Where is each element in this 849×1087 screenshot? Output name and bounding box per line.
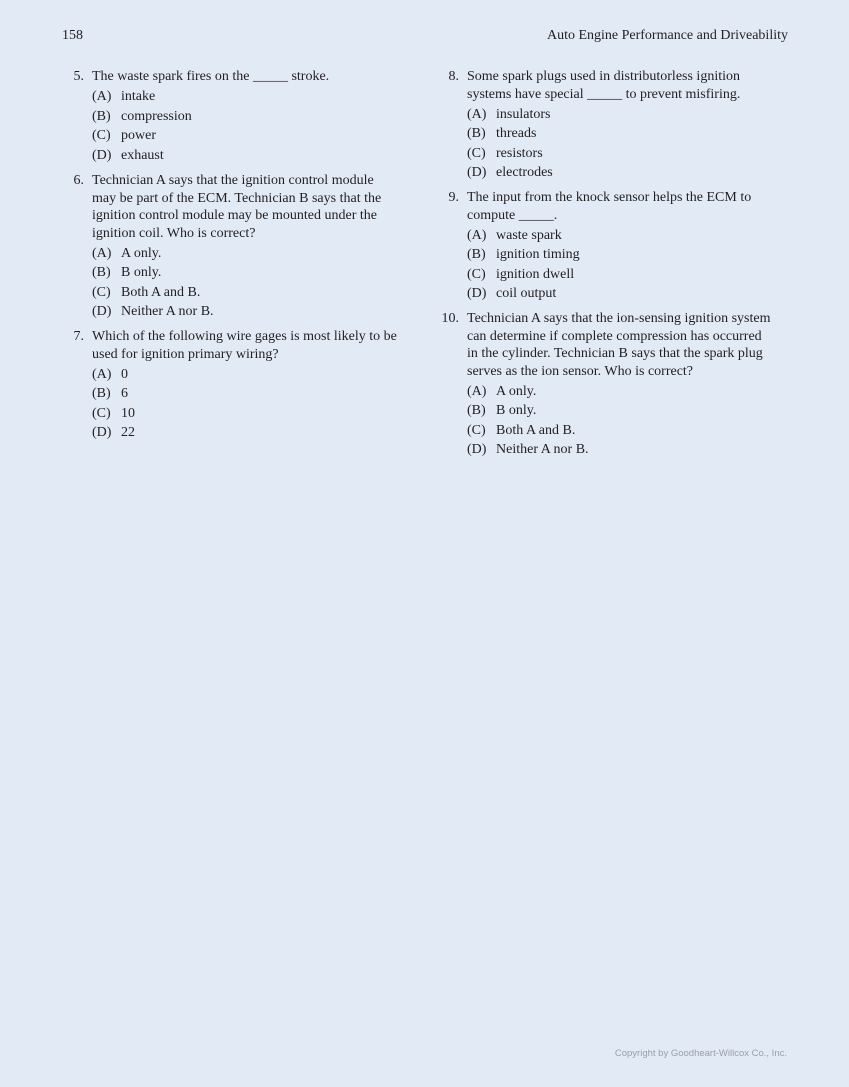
choice-text: B only.	[121, 265, 162, 280]
answer-choice	[467, 440, 770, 460]
choice-letter: (A)	[467, 227, 487, 243]
choice-letter: (C)	[467, 266, 486, 282]
choice-text: 6	[121, 386, 128, 401]
choice-text: Both A and B.	[496, 422, 576, 438]
choice-letter: (D)	[92, 425, 112, 440]
answer-choices	[92, 87, 329, 165]
choice-text: insulators	[496, 106, 551, 122]
question-stem	[73, 68, 330, 86]
choice-letter: (C)	[467, 145, 486, 161]
choice-letter: (A)	[467, 383, 487, 399]
choice-text: coil output	[496, 286, 557, 301]
choice-letter: (B)	[467, 126, 486, 141]
answer-choice	[467, 382, 770, 402]
answer-choice	[92, 423, 397, 443]
question-number: 9.	[448, 190, 459, 205]
question-number: 10.	[441, 311, 459, 326]
question-stem	[73, 172, 382, 242]
answer-choice	[467, 226, 751, 246]
stem-line: ignition control module may be mounted under the	[92, 208, 377, 223]
stem-line: in the cylinder. Technician B says that the spark plug	[467, 346, 763, 361]
choice-text: Both A and B.	[121, 284, 201, 300]
answer-choice	[92, 384, 397, 404]
question-number: 6.	[73, 173, 84, 188]
answer-choice	[92, 404, 397, 424]
choice-text: threads	[496, 126, 537, 141]
answer-choice	[467, 245, 751, 265]
stem-line: may be part of the ECM. Technician B says that the	[92, 190, 382, 206]
choice-text: 10	[121, 405, 135, 421]
answer-choice	[92, 365, 397, 385]
answer-choices	[467, 226, 751, 304]
choice-letter: (B)	[467, 247, 486, 262]
answer-choice	[467, 124, 740, 144]
choice-text: A only.	[496, 383, 537, 399]
stem-line: The input from the knock sensor helps the ECM to	[467, 190, 752, 205]
choice-letter: (C)	[92, 405, 111, 421]
answer-choice	[467, 401, 770, 421]
choice-letter: (C)	[92, 284, 111, 300]
choice-letter: (B)	[92, 108, 111, 124]
answer-choices	[92, 365, 397, 443]
question-6	[73, 172, 382, 322]
choice-text: intake	[121, 89, 156, 104]
choice-letter: (C)	[467, 422, 486, 438]
stem-line: Technician A says that the ion-sensing ignition system	[467, 311, 771, 326]
answer-choice	[467, 284, 751, 304]
answer-choice	[92, 87, 329, 107]
copyright-footer: Copyright by Goodheart-Willcox Co., Inc.	[614, 1048, 787, 1059]
choice-text: 0	[121, 366, 128, 382]
choice-text: ignition timing	[496, 247, 580, 262]
answer-choice	[92, 263, 381, 283]
question-stem	[448, 189, 752, 224]
choice-text: 22	[121, 425, 135, 440]
choice-text: A only.	[121, 245, 162, 261]
question-number: 5.	[73, 69, 84, 84]
choice-text: resistors	[496, 145, 543, 161]
choice-letter: (A)	[92, 245, 112, 261]
answer-choice	[92, 126, 329, 146]
choice-text: exhaust	[121, 147, 164, 163]
choice-letter: (D)	[467, 165, 487, 180]
choice-letter: (B)	[92, 265, 111, 280]
choice-text: Neither A nor B.	[496, 442, 589, 457]
stem-line: can determine if complete compression has occurred	[467, 328, 762, 344]
answer-choices	[92, 244, 381, 322]
stem-line: The waste spark fires on the _____ stroke.	[92, 69, 330, 84]
question-5	[73, 68, 330, 165]
stem-line: serves as the ion sensor. Who is correct?	[467, 363, 694, 379]
choice-text: waste spark	[496, 227, 562, 243]
answer-choice	[92, 244, 381, 264]
choice-letter: (D)	[92, 147, 112, 163]
question-number: 7.	[73, 329, 84, 344]
choice-text: electrodes	[496, 165, 553, 180]
question-stem	[441, 310, 771, 380]
stem-line: used for ignition primary wiring?	[92, 346, 279, 362]
page-number: 158	[62, 28, 83, 43]
stem-line: ignition coil. Who is correct?	[92, 225, 256, 241]
choice-text: power	[121, 128, 156, 143]
question-stem	[448, 68, 741, 103]
question-9	[448, 189, 752, 304]
choice-letter: (D)	[467, 286, 487, 301]
question-10	[441, 310, 771, 460]
answer-choices	[467, 105, 740, 183]
choice-text: Neither A nor B.	[121, 304, 214, 319]
choice-letter: (B)	[467, 403, 486, 418]
choice-letter: (C)	[92, 128, 111, 143]
choice-letter: (A)	[92, 89, 112, 104]
answer-choice	[467, 144, 740, 164]
answer-choice	[467, 163, 740, 183]
answer-choice	[467, 265, 751, 285]
answer-choice	[92, 146, 329, 166]
answer-choices	[467, 382, 770, 460]
choice-letter: (A)	[467, 106, 487, 122]
choice-letter: (A)	[92, 366, 112, 382]
question-8	[448, 68, 741, 183]
choice-text: ignition dwell	[496, 266, 575, 282]
choice-text: compression	[121, 108, 192, 124]
stem-line: Some spark plugs used in distributorless ignition	[467, 69, 740, 84]
choice-text: B only.	[496, 403, 537, 418]
answer-choice	[467, 421, 770, 441]
answer-choice	[92, 302, 381, 322]
choice-letter: (B)	[92, 386, 111, 401]
answer-choice	[92, 107, 329, 127]
choice-letter: (D)	[92, 304, 112, 319]
question-stem	[73, 328, 397, 363]
choice-letter: (D)	[467, 442, 487, 457]
stem-line: compute _____.	[467, 207, 558, 223]
answer-choice	[92, 283, 381, 303]
running-title: Auto Engine Performance and Driveability	[546, 28, 788, 43]
stem-line: Which of the following wire gages is most likely to be	[92, 329, 397, 344]
stem-line: Technician A says that the ignition control module	[92, 173, 374, 188]
answer-choice	[467, 105, 740, 125]
stem-line: systems have special _____ to prevent misfiring.	[467, 86, 741, 102]
question-7	[73, 328, 397, 443]
question-number: 8.	[448, 69, 459, 84]
